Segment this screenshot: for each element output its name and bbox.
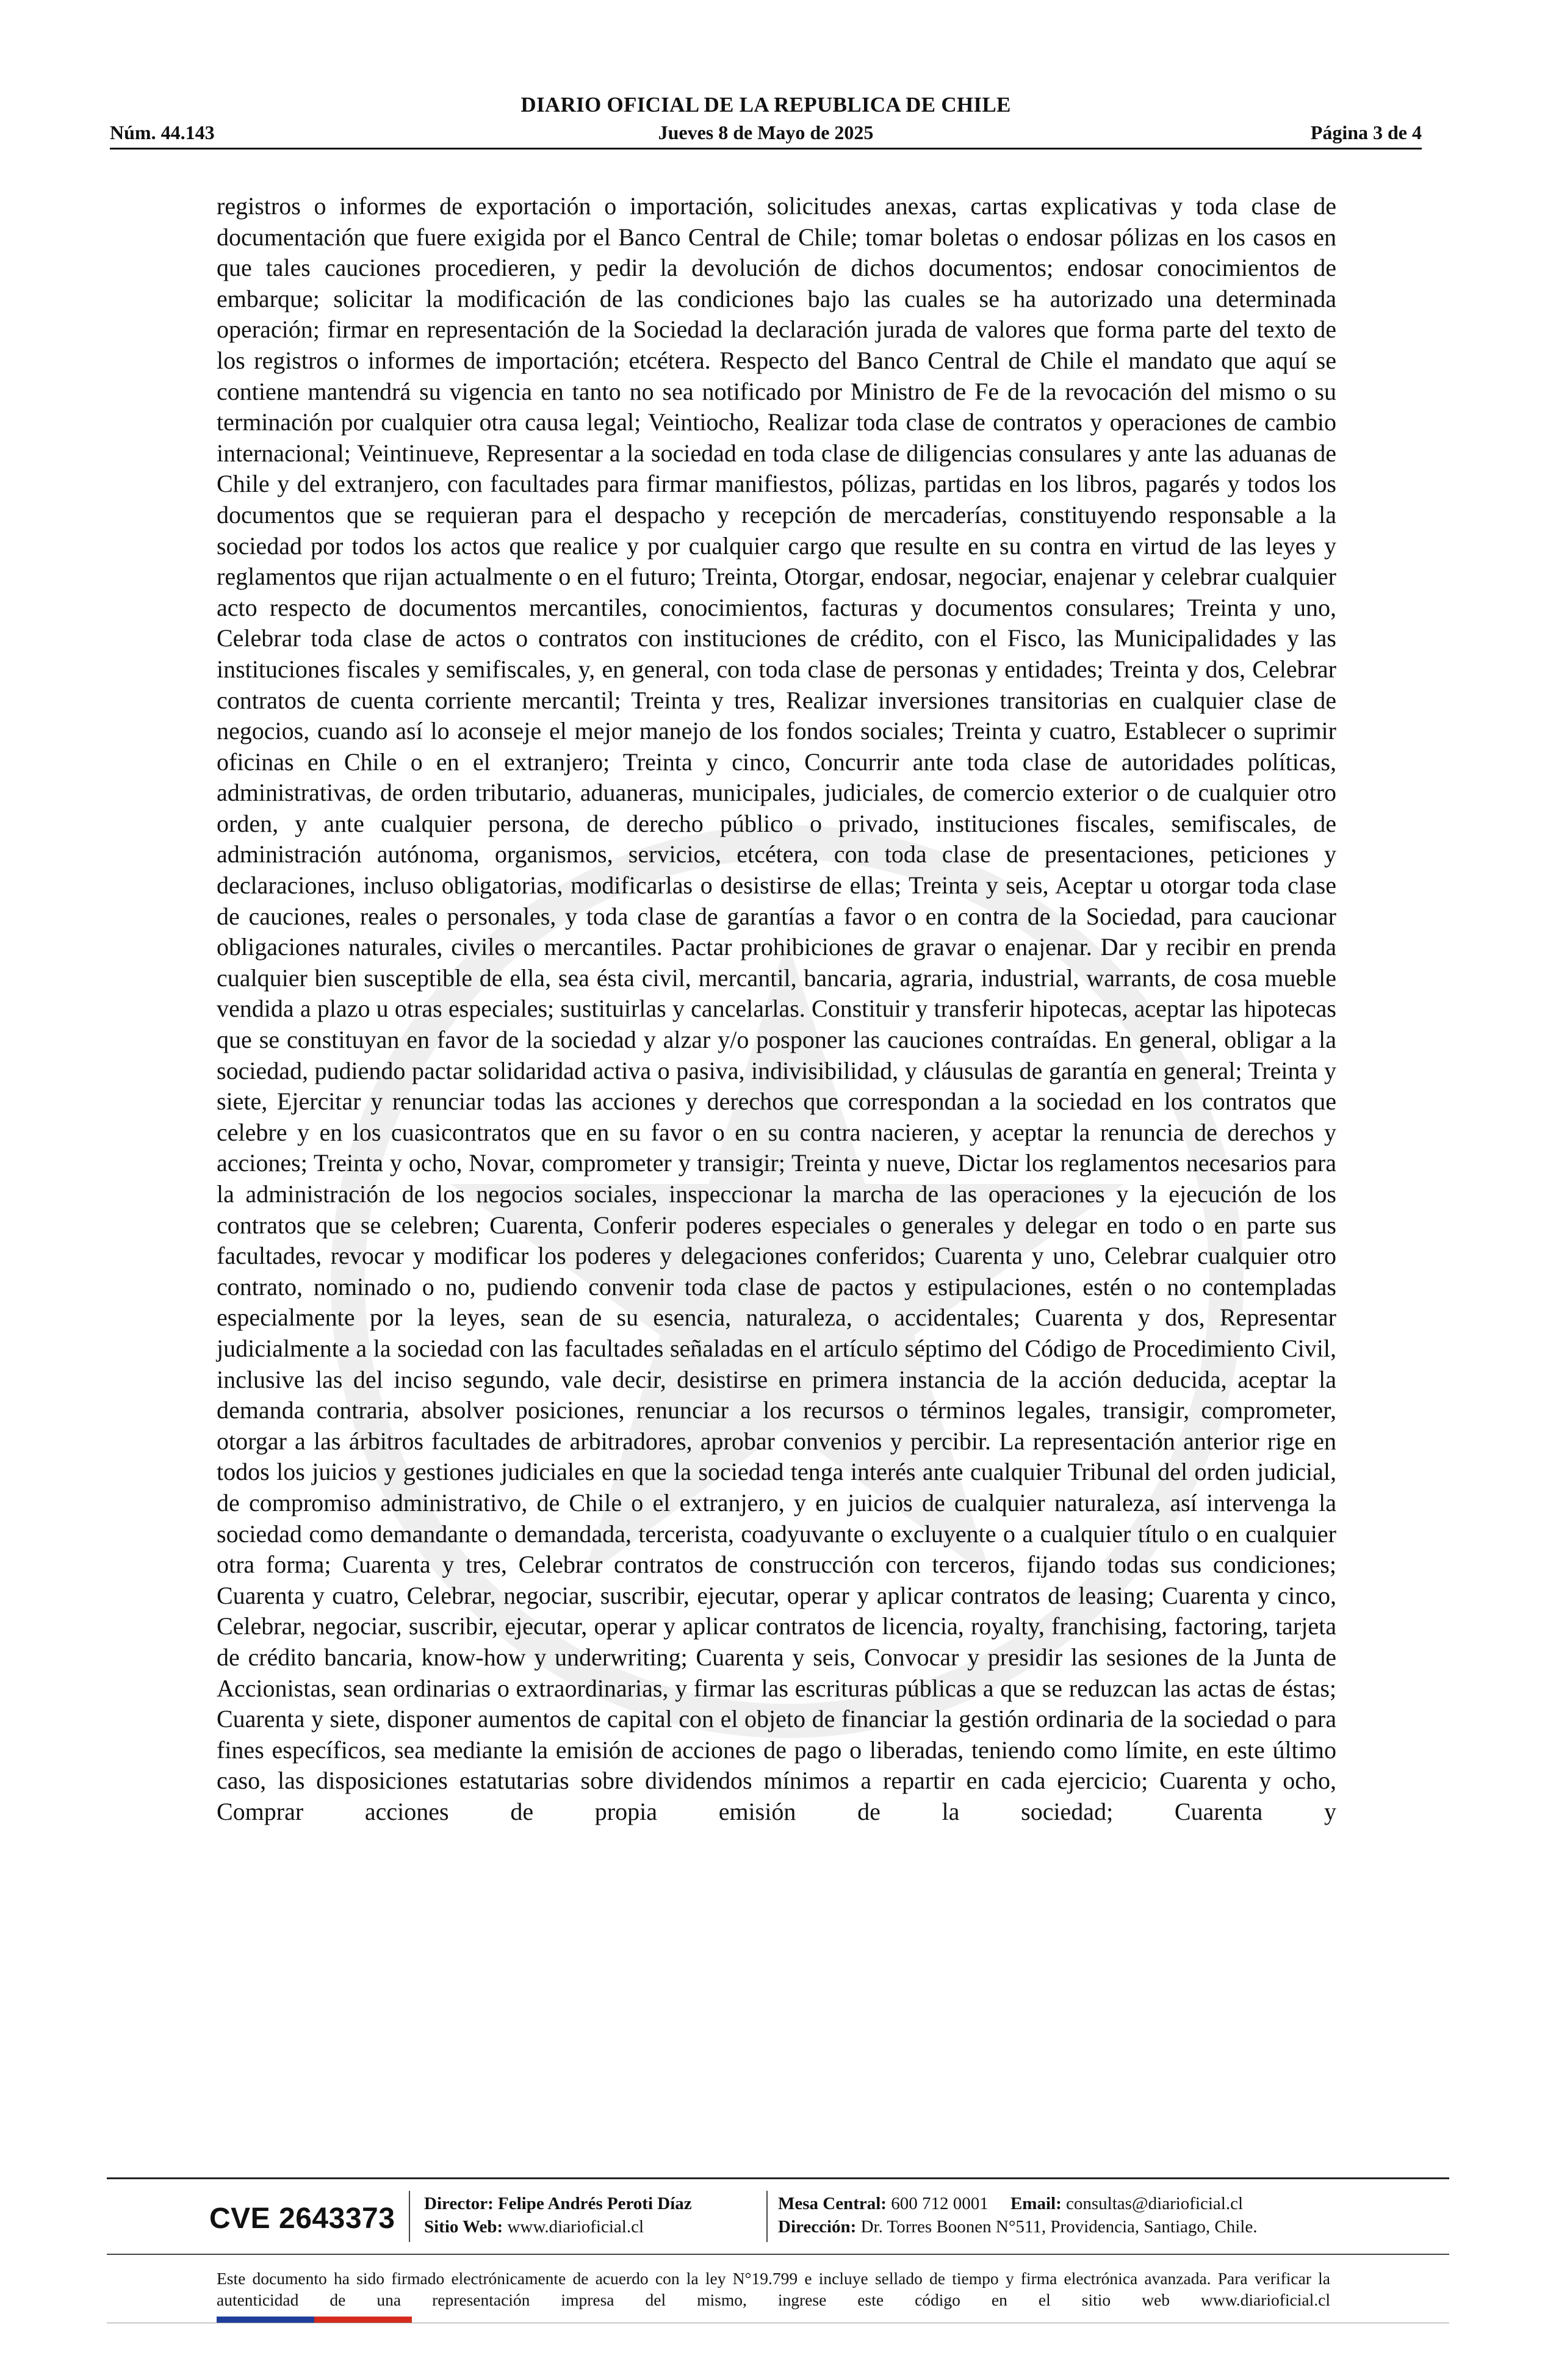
website-link[interactable]: www.diarioficial.cl [507, 2217, 644, 2237]
page-indicator: Página 3 de 4 [1310, 121, 1422, 143]
flag-red-segment [314, 2317, 412, 2323]
footer-director-block [424, 2192, 692, 2238]
decree-body-text: registros o informes de exportación o importación, solicitudes anexas, cartas explicativas y toda clase de documentación que fuere exigida por el Banco Central de Chile; tomar boletas o endosar pólizas en los casos en que tales cauciones procedieren, y pedir la devolución de dichos documentos; endosar conocimientos de embarque; solicitar la modificación de las condiciones bajo las cuales se ha autorizado una determinada operación; firmar en representación de la Sociedad la declaración jurada de valores que forma parte del texto de los registros o informes de importación; etcétera. Respecto del Banco Central de Chile el mandato que aquí se contiene mantendrá su vigencia en tanto no sea notificado por Ministro de Fe de la revocación del mismo o su terminación por cualquier otra causa legal; Veintiocho, Realizar toda clase de contratos y operaciones de cambio internacional; Veintinueve, Representar a la sociedad en toda clase de diligencias consulares y ante las aduanas de Chile y del extranjero, con facultades para firmar manifiestos, pólizas, partidas en los libros, pagarés y todos los documentos que se requieran para el despacho y recepción de mercaderías, constituyendo responsable a la sociedad por todos los actos que realice y por cualquier cargo que resulte en su contra en virtud de las leyes y reglamentos que rijan actualmente o en el futuro; Treinta, Otorgar, endosar, negociar, enajenar y celebrar cualquier acto respecto de documentos mercantiles, conocimientos, facturas y documentos consulares; Treinta y uno, Celebrar toda clase de actos o contratos con instituciones de crédito, con el Fisco, las Municipalidades y las instituciones fiscales y semifiscales, y, en general, con toda clase de personas y entidades; Treinta y dos, Celebrar contratos de cuenta corriente mercantil; Treinta y tres, Realizar inversiones transitorias en cualquier clase de negocios, cuando así lo aconseje el mejor manejo de los fondos sociales; Treinta y cuatro, Establecer o suprimir oficinas en Chile o en el extranjero; Treinta y cinco, Concurrir ante toda clase de autoridades políticas, administrativas, de orden tributario, aduaneras, municipales, judiciales, de comercio exterior o de cualquier otro orden, y ante cualquier persona, de derecho público o privado, instituciones fiscales, semifiscales, de administración autónoma, organismos, servicios, etcétera, con toda clase de presentaciones, peticiones y declaraciones, incluso obligatorias, modificarlas o desistirse de ellas; Treinta y seis, Aceptar u otorgar toda clase de cauciones, reales o personales, y toda clase de garantías a favor o en contra de la Sociedad, para caucionar obligaciones naturales, civiles o mercantiles. Pactar prohibiciones de gravar o enajenar. Dar y recibir en prenda cualquier bien susceptible de ella, sea ésta civil, mercantil, bancaria, agraria, industrial, warrants, de cosa mueble vendida a plazo u otras especiales; sustituirlas y cancelarlas. Constituir y transferir hipotecas, aceptar las hipotecas que se constituyan en favor de la sociedad y alzar y/o posponer las cauciones contraídas. En general, obligar a la sociedad, pudiendo pactar solidaridad activa o pasiva, indivisibilidad, y cláusulas de garantía en general; Treinta y siete, Ejercitar y renunciar todas las acciones y derechos que correspondan a la sociedad en los contratos que celebre y en los cuasicontratos que en su favor o en su contra nacieren, y aceptar la renuncia de derechos y acciones; Treinta y ocho, Novar, comprometer y transigir; Treinta y nueve, Dictar los reglamentos necesarios para la administración de los negocios sociales, inspeccionar la marcha de las operaciones y la ejecución de los contratos que se celebren; Cuarenta, Conferir poderes especiales o generales y delegar en todo o en parte sus facultades, revocar y modificar los poderes y delegaciones conferidos; Cuarenta y uno, Celebrar cualquier otro contrato, nominado o no, pudiendo convenir toda clase de pactos y estipulaciones, estén o no contempladas especialmente por la leyes, sean de su esencia, naturaleza, o accidentales; Cuarenta y dos, Representar judicialmente a la sociedad con las facultades señaladas en el artículo séptimo del Código de Procedimiento Civil, inclusive las del inciso segundo, vale decir, desistirse en primera instancia de la acción deducida, aceptar la demanda contraria, absolver posiciones, renunciar a los recursos o términos legales, transigir, comprometer, otorgar a las árbitros facultades de arbitradores, aprobar convenios y percibir. La representación anterior rige en todos los juicios y gestiones judiciales en que la sociedad tenga interés ante cualquier Tribunal del orden judicial, de compromiso administrativo, de Chile o el extranjero, y en juicios de cualquier naturaleza, así intervenga la sociedad como demandante o demandada, tercerista, coadyuvante o excluyente o a cualquier título o en cualquier otra forma; Cuarenta y tres, Celebrar contratos de construcción con terceros, fijando todas sus condiciones; Cuarenta y cuatro, Celebrar, negociar, suscribir, ejecutar, operar y aplicar contratos de leasing; Cuarenta y cinco, Celebrar, negociar, suscribir, ejecutar, operar y aplicar contratos de licencia, royalty, franchising, factoring, tarjeta de crédito bancaria, know-how y underwriting; Cuarenta y seis, Convocar y presidir las sesiones de la Junta de Accionistas, sean ordinarias o extraordinarias, y firmar las escrituras públicas a que se reduzcan las actas de éstas; Cuarenta y siete, disponer aumentos de capital con el objeto de financiar la gestión ordinaria de la sociedad o para fines específicos, sea mediante la emisión de acciones de pago o liberadas, teniendo como límite, en este último caso, las disposiciones estatutarias sobre dividendos mínimos a repartir en cada ejercicio; Cuarenta y ocho, Comprar acciones de propia emisión de la sociedad; Cuarenta y [217, 192, 1336, 1825]
publication-title: DIARIO OFICIAL DE LA REPUBLICA DE CHILE [520, 93, 1011, 117]
address-label: Dirección: [778, 2217, 857, 2237]
footer-separator [409, 2191, 410, 2242]
cve-code: CVE 2643373 [209, 2202, 395, 2235]
address-line [778, 2215, 1257, 2238]
page-header [110, 93, 1422, 154]
email-label: Email: [1010, 2194, 1062, 2213]
issue-date: Jueves 8 de Mayo de 2025 [658, 121, 874, 143]
director-line [424, 2192, 692, 2215]
contact-line [778, 2192, 1257, 2215]
director-name: Felipe Andrés Peroti Díaz [498, 2194, 692, 2213]
mesa-central-phone: 600 712 0001 [891, 2194, 989, 2213]
footer-separator [766, 2191, 768, 2242]
issue-number: Núm. 44.143 [110, 121, 215, 143]
footer-contact-block [778, 2192, 1257, 2238]
website-label: Sitio Web: [424, 2217, 503, 2237]
page-footer [107, 2177, 1449, 2336]
director-label: Director: [424, 2194, 494, 2213]
header-info-row [110, 120, 1422, 145]
website-line [424, 2215, 692, 2238]
footer-mid-divider [107, 2254, 1449, 2255]
flag-color-bar [217, 2317, 412, 2323]
address-value: Dr. Torres Boonen N°511, Providencia, Santiago, Chile. [860, 2217, 1258, 2237]
mesa-central-label: Mesa Central: [778, 2194, 887, 2213]
flag-blue-segment [217, 2317, 314, 2323]
footer-top-divider [107, 2177, 1449, 2179]
email-link[interactable]: consultas@diarioficial.cl [1066, 2194, 1244, 2213]
header-divider [110, 148, 1422, 150]
electronic-signature-notice: Este documento ha sido firmado electrónicamente de acuerdo con la ley N°19.799 e incluye sellado de tiempo y firma electrónica avanzada. Para verificar la autenticidad de una representación impresa del mismo, ingrese este código en el sitio web www.diarioficial.cl [217, 2269, 1330, 2309]
